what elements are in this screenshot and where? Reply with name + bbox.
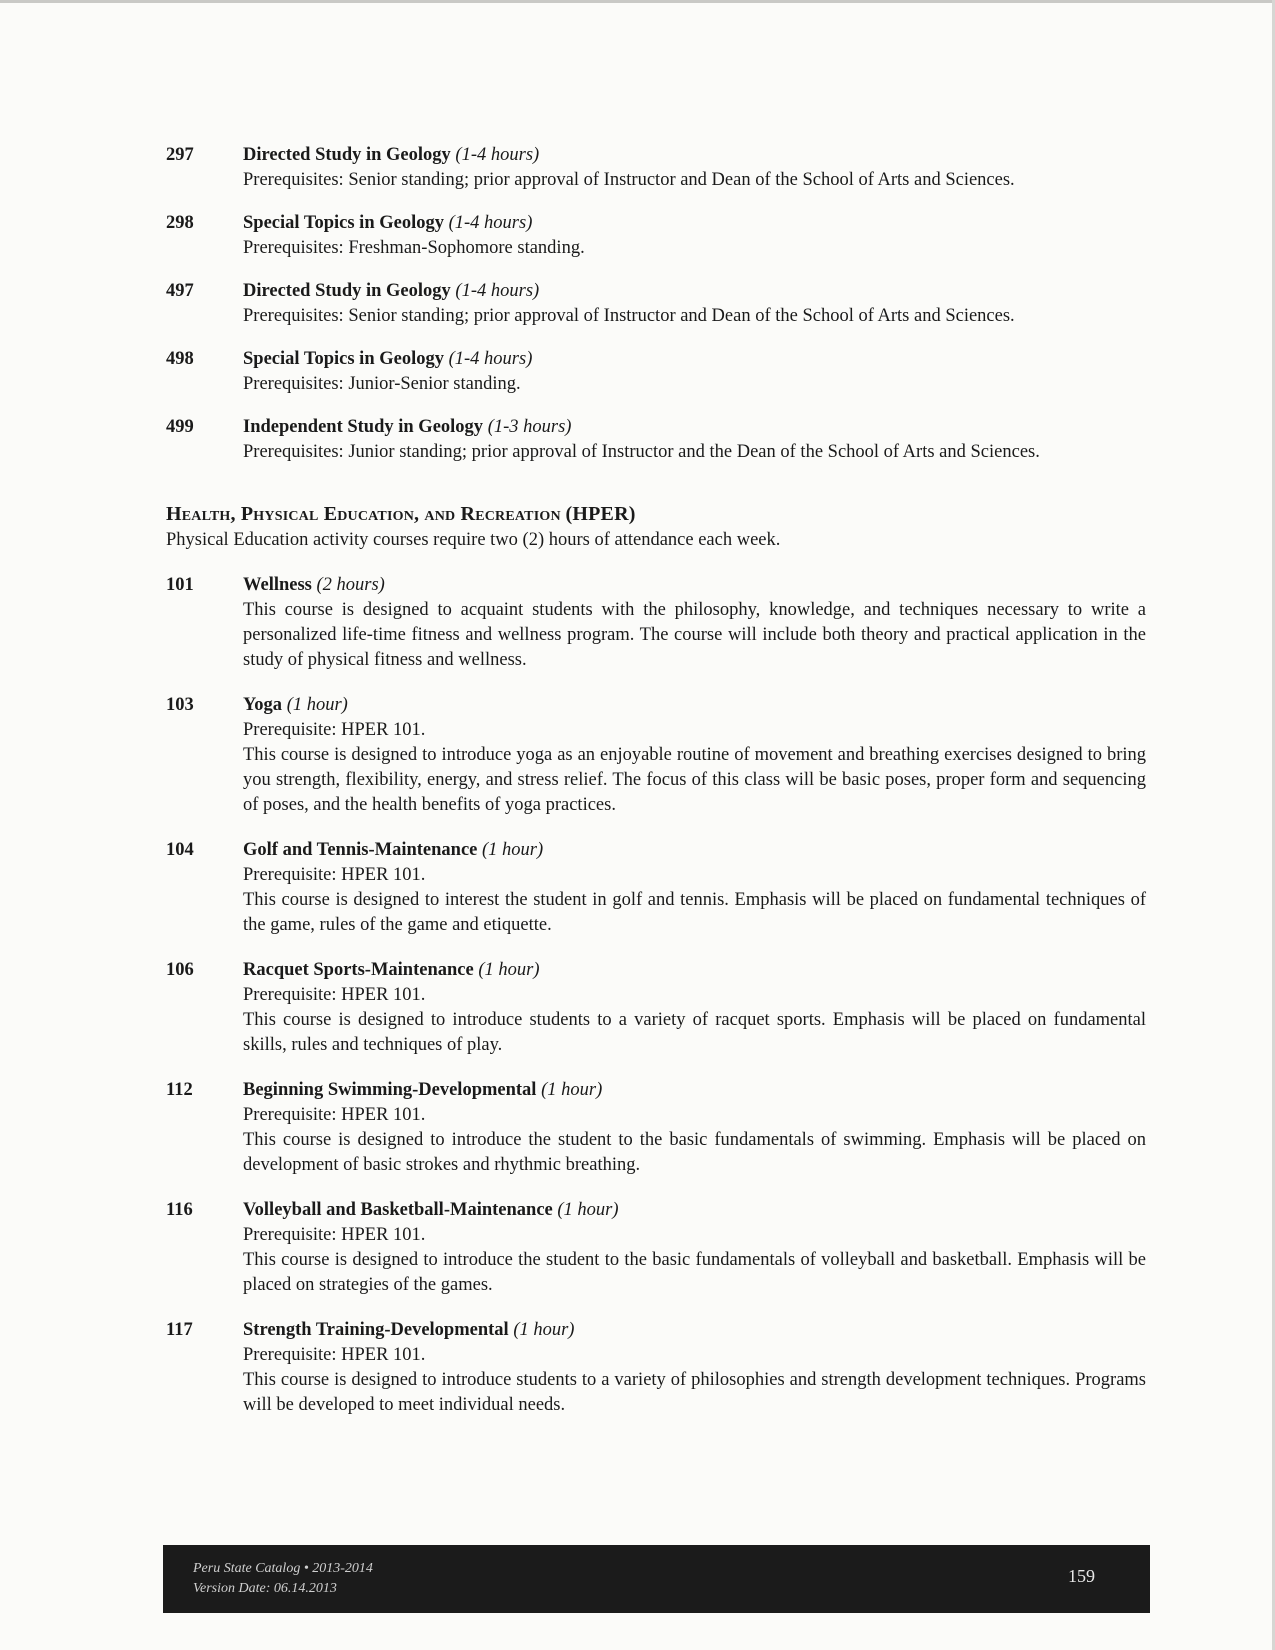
course-title: Racquet Sports-Maintenance (243, 960, 474, 980)
course-hours: (1 hour) (541, 1080, 603, 1100)
page-content (166, 143, 1146, 1438)
course-heading (243, 573, 1146, 598)
course-description: Prerequisite: HPER 101. (243, 985, 426, 1005)
course-hours: (1 hour) (478, 960, 540, 980)
course-heading (243, 1198, 1146, 1223)
course-number: 298 (166, 213, 194, 233)
course-body (243, 279, 1146, 329)
course-hours: (2 hours) (316, 575, 385, 595)
course-description: This course is designed to introduce students to a variety of philosophies and strength development techniques. Programs will be developed to meet individual needs. (243, 1370, 1146, 1415)
page-number: 159 (1068, 1566, 1095, 1586)
course-heading (243, 211, 1146, 236)
course-description: Prerequisite: HPER 101. (243, 1345, 426, 1365)
course-entry (166, 1078, 1146, 1178)
course-description: Prerequisites: Freshman-Sophomore standing. (243, 238, 585, 258)
footer-catalog-name: Peru State Catalog • 2013-2014 (193, 1561, 373, 1576)
course-description: Prerequisites: Junior-Senior standing. (243, 374, 521, 394)
course-hours: (1-4 hours) (448, 349, 533, 369)
page-footer (163, 1545, 1150, 1613)
course-description: This course is designed to introduce students to a variety of racquet sports. Emphasis will be placed on fundamental skills, rules and techniques of play. (243, 1010, 1146, 1055)
course-entry (166, 838, 1146, 938)
course-description: Prerequisites: Junior standing; prior approval of Instructor and the Dean of the School of Arts and Sciences. (243, 442, 1040, 462)
course-number: 117 (166, 1320, 193, 1340)
course-hours: (1-4 hours) (448, 213, 533, 233)
course-description: Prerequisite: HPER 101. (243, 1225, 426, 1245)
section-note: Physical Education activity courses require two (2) hours of attendance each week. (166, 530, 781, 550)
footer-catalog-info (193, 1559, 373, 1599)
course-description: This course is designed to acquaint students with the philosophy, knowledge, and techniques necessary to write a personalized life-time fitness and wellness program. The course will include both theory and practical application in the study of physical fitness and wellness. (243, 600, 1146, 670)
course-entry (166, 573, 1146, 673)
course-title: Volleyball and Basketball-Maintenance (243, 1200, 553, 1220)
course-hours: (1-4 hours) (455, 281, 540, 301)
course-title: Wellness (243, 575, 312, 595)
hper-section-title (166, 501, 1146, 528)
course-body (243, 693, 1146, 818)
course-body (243, 211, 1146, 261)
course-title: Directed Study in Geology (243, 281, 451, 301)
course-heading (243, 279, 1146, 304)
footer-version-date: Version Date: 06.14.2013 (193, 1581, 337, 1596)
course-description: Prerequisite: HPER 101. (243, 865, 426, 885)
course-body (243, 143, 1146, 193)
course-number: 106 (166, 960, 194, 980)
hper-section-header (166, 501, 1146, 553)
course-title: Directed Study in Geology (243, 145, 451, 165)
course-body (243, 415, 1146, 465)
course-heading (243, 143, 1146, 168)
course-hours: (1 hour) (513, 1320, 575, 1340)
course-number: 104 (166, 840, 194, 860)
course-body (243, 347, 1146, 397)
course-body (243, 1078, 1146, 1178)
course-entry (166, 347, 1146, 397)
course-title: Golf and Tennis-Maintenance (243, 840, 478, 860)
course-entry (166, 279, 1146, 329)
geology-course-list (166, 143, 1146, 465)
course-hours: (1 hour) (482, 840, 544, 860)
course-heading (243, 415, 1146, 440)
course-description: Prerequisite: HPER 101. (243, 1105, 426, 1125)
course-hours: (1 hour) (286, 695, 348, 715)
course-heading (243, 958, 1146, 983)
course-description: Prerequisite: HPER 101. (243, 720, 426, 740)
course-number: 497 (166, 281, 194, 301)
course-number: 499 (166, 417, 194, 437)
course-entry (166, 958, 1146, 1058)
course-number: 116 (166, 1200, 193, 1220)
course-number: 112 (166, 1080, 193, 1100)
course-description: Prerequisites: Senior standing; prior approval of Instructor and Dean of the School of Arts and Sciences. (243, 306, 1015, 326)
course-entry (166, 1318, 1146, 1418)
course-description: Prerequisites: Senior standing; prior approval of Instructor and Dean of the School of Arts and Sciences. (243, 170, 1015, 190)
course-body (243, 1318, 1146, 1418)
course-title: Strength Training-Developmental (243, 1320, 509, 1340)
course-body (243, 1198, 1146, 1298)
course-entry (166, 1198, 1146, 1298)
course-hours: (1 hour) (557, 1200, 619, 1220)
course-title: Special Topics in Geology (243, 213, 444, 233)
course-entry (166, 415, 1146, 465)
course-entry (166, 693, 1146, 818)
course-heading (243, 838, 1146, 863)
course-body (243, 958, 1146, 1058)
course-number: 103 (166, 695, 194, 715)
course-description: This course is designed to interest the student in golf and tennis. Emphasis will be placed on fundamental techniques of the game, rules of the game and etiquette. (243, 890, 1146, 935)
course-title: Special Topics in Geology (243, 349, 444, 369)
course-heading (243, 693, 1146, 718)
section-title-text: Health, Physical Education, and Recreation (166, 503, 561, 525)
course-hours: (1-4 hours) (455, 145, 540, 165)
course-description: This course is designed to introduce yoga as an enjoyable routine of movement and breathing exercises designed to bring you strength, flexibility, energy, and stress relief. The focus of this class will be basic poses, proper form and sequencing of poses, and the health benefits of yoga practices. (243, 745, 1146, 815)
course-number: 101 (166, 575, 194, 595)
hper-course-list (166, 573, 1146, 1418)
course-title: Independent Study in Geology (243, 417, 484, 437)
course-entry (166, 143, 1146, 193)
course-number: 297 (166, 145, 194, 165)
course-title: Beginning Swimming-Developmental (243, 1080, 537, 1100)
course-description: This course is designed to introduce the student to the basic fundamentals of volleyball and basketball. Emphasis will be placed on strategies of the games. (243, 1250, 1146, 1295)
course-description: This course is designed to introduce the student to the basic fundamentals of swimming. Emphasis will be placed on development of basic strokes and rhythmic breathing. (243, 1130, 1146, 1175)
course-body (243, 838, 1146, 938)
course-number: 498 (166, 349, 194, 369)
course-heading (243, 1318, 1146, 1343)
course-title: Yoga (243, 695, 283, 715)
course-hours: (1-3 hours) (487, 417, 572, 437)
course-body (243, 573, 1146, 673)
course-heading (243, 347, 1146, 372)
course-entry (166, 211, 1146, 261)
scan-top-edge (0, 0, 1275, 3)
section-title-abbr: (HPER) (565, 503, 636, 525)
course-heading (243, 1078, 1146, 1103)
